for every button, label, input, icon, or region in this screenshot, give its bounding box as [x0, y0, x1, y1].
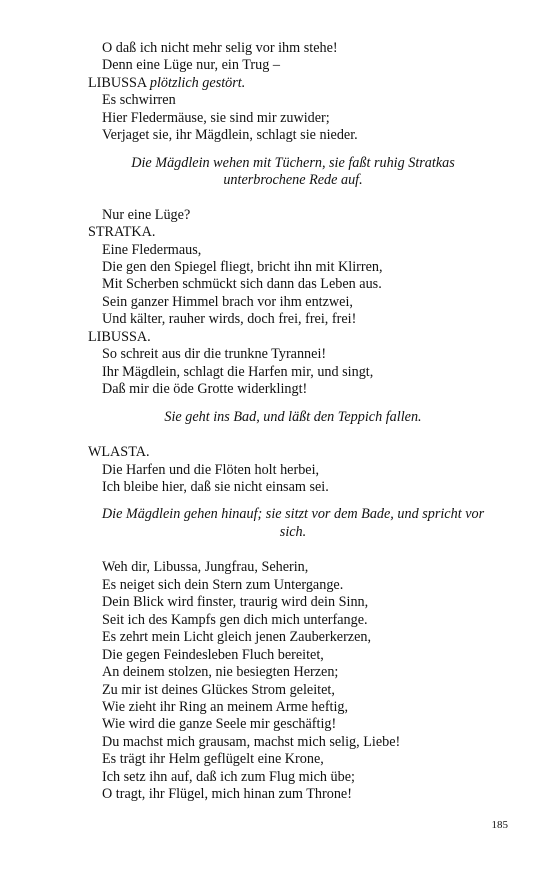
verse-line: Denn eine Lüge nur, ein Trug – [102, 57, 280, 74]
verse-line: Ich bleibe hier, daß sie nicht einsam sei. [102, 478, 329, 495]
verse-line: Es schwirren [102, 92, 176, 109]
verse-line: Sein ganzer Himmel brach vor ihm entzwei, [102, 293, 353, 310]
verse-line: Hier Fledermäuse, sie sind mir zuwider; [102, 109, 330, 126]
verse-line: Ihr Mägdlein, schlagt die Harfen mir, und singt, [102, 363, 374, 380]
verse-line: Mit Scherben schmückt sich dann das Leben aus. [102, 276, 382, 293]
verse-line: Die gegen Feindesleben Fluch bereitet, [102, 646, 324, 663]
verse-line: Es neiget sich dein Stern zum Untergange. [102, 576, 344, 593]
speaker-libussa [88, 75, 498, 92]
verse-line: Wie wird die ganze Seele mir geschäftig! [102, 716, 337, 733]
text-body [88, 40, 498, 804]
verse-line: Nur eine Lüge? [102, 206, 191, 223]
verse-line: An deinem stolzen, nie besiegten Herzen; [102, 664, 339, 681]
stage-direction: Sie geht ins Bad, und läßt den Teppich fallen. [164, 408, 422, 425]
verse-line: Es trägt ihr Helm geflügelt eine Krone, [102, 751, 324, 768]
verse-line: Eine Fledermaus, [102, 241, 202, 258]
verse-line: O daß ich nicht mehr selig vor ihm stehe! [102, 40, 338, 56]
verse-line: Seit ich des Kampfs gen dich mich unterfange. [102, 611, 368, 628]
verse-line: Es zehrt mein Licht gleich jenen Zauberkerzen, [102, 629, 372, 646]
verse-line: O tragt, ihr Flügel, mich hinan zum Throne! [102, 786, 352, 803]
verse-line: So schreit aus dir die trunkne Tyrannei! [102, 346, 327, 363]
verse-line: Verjaget sie, ihr Mägdlein, schlagt sie nieder. [102, 127, 358, 144]
speaker-libussa: LIBUSSA. [88, 328, 151, 345]
verse-line: Zu mir ist deines Glückes Strom geleitet, [102, 681, 335, 698]
page-number: 185 [491, 819, 508, 831]
stage-direction: Die Mägdlein gehen hinauf; sie sitzt vor dem Bade, und spricht vor sich. [101, 506, 485, 540]
speaker-wlasta: WLASTA. [88, 444, 150, 461]
verse-line: Weh dir, Libussa, Jungfrau, Seherin, [102, 559, 309, 576]
verse-line: Daß mir die öde Grotte widerklingt! [102, 381, 308, 398]
verse-line: Dein Blick wird finster, traurig wird dein Sinn, [102, 594, 369, 611]
verse-line: Du machst mich grausam, machst mich selig, Liebe! [102, 733, 401, 750]
verse-line: Und kälter, rauher wirds, doch frei, frei, frei! [102, 311, 357, 328]
stage-direction: Die Mägdlein wehen mit Tüchern, sie faßt ruhig Stratkas unterbrochene Rede auf. [131, 154, 455, 189]
verse-line: Die gen den Spiegel fliegt, bricht ihn mit Klirren, [102, 258, 383, 275]
speaker-name: LIBUSSA [88, 74, 147, 91]
stage-direction-inline: plötzlich gestört. [149, 74, 246, 91]
speaker-stratka: STRATKA. [88, 224, 156, 241]
verse-line: Wie zieht ihr Ring an meinem Arme heftig, [102, 698, 349, 715]
verse-line: Ich setz ihn auf, daß ich zum Flug mich übe; [102, 768, 355, 785]
verse-line: Die Harfen und die Flöten holt herbei, [102, 461, 320, 478]
